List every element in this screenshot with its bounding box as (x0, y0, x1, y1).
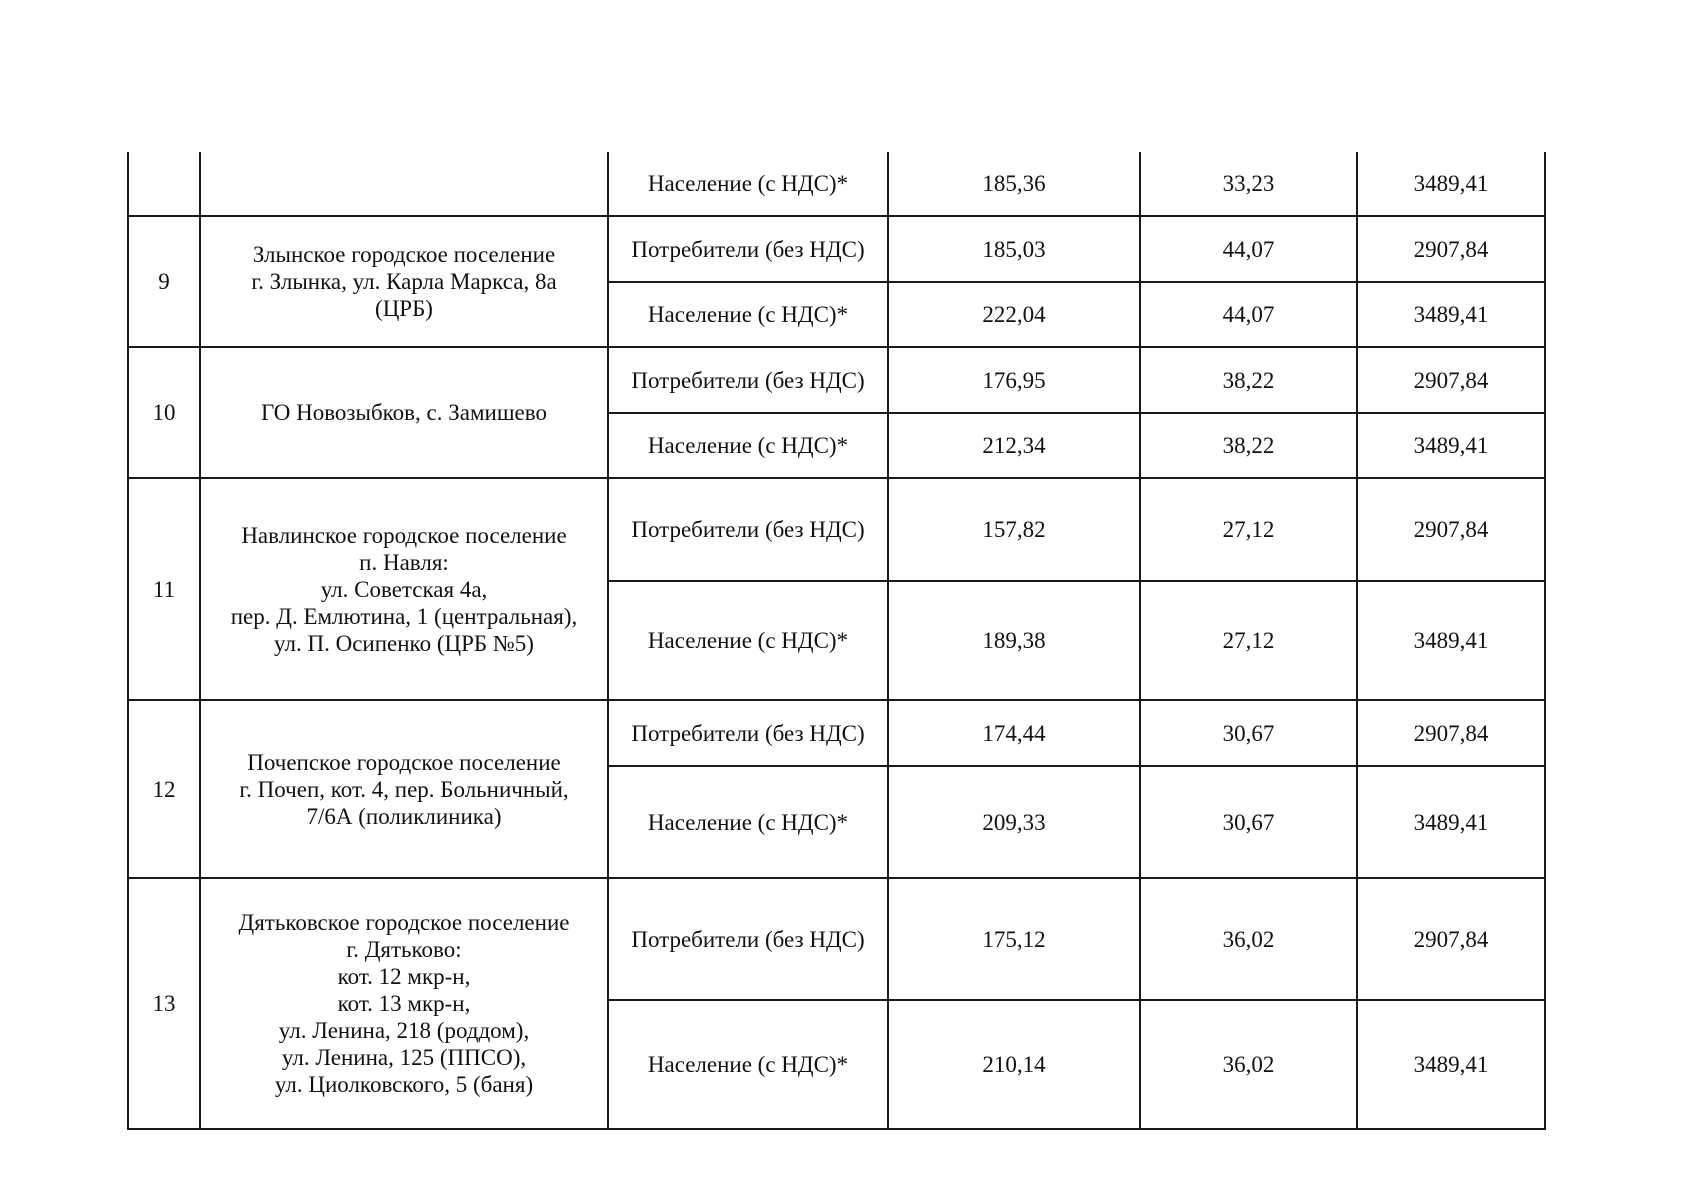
consumer-cell: Население (с НДС)* (608, 766, 888, 878)
value1-cell: 209,33 (888, 766, 1140, 878)
consumer-cell: Потребители (без НДС) (608, 478, 888, 581)
value3-cell: 3489,41 (1357, 152, 1545, 216)
table-row (128, 478, 1545, 581)
consumer-cell: Потребители (без НДС) (608, 878, 888, 1000)
table-row (128, 878, 1545, 1000)
value1-cell: 212,34 (888, 413, 1140, 478)
tariff-table (127, 152, 1546, 1130)
value3-cell: 2907,84 (1357, 878, 1545, 1000)
value1-cell: 157,82 (888, 478, 1140, 581)
value3-cell: 2907,84 (1357, 216, 1545, 282)
consumer-cell: Население (с НДС)* (608, 152, 888, 216)
table-row (128, 347, 1545, 413)
value3-cell: 2907,84 (1357, 478, 1545, 581)
value1-cell: 174,44 (888, 700, 1140, 766)
value1-cell: 175,12 (888, 878, 1140, 1000)
row-number-cell: 10 (128, 347, 200, 478)
consumer-cell: Население (с НДС)* (608, 1000, 888, 1129)
value2-cell: 38,22 (1140, 413, 1357, 478)
value2-cell: 36,02 (1140, 1000, 1357, 1129)
value2-cell: 27,12 (1140, 478, 1357, 581)
value1-cell: 185,36 (888, 152, 1140, 216)
location-cell: Злынское городское поселение г. Злынка, ул. Карла Маркса, 8а (ЦРБ) (200, 216, 608, 347)
value3-cell: 2907,84 (1357, 347, 1545, 413)
consumer-cell: Население (с НДС)* (608, 282, 888, 347)
location-cell: Навлинское городское поселение п. Навля: ул. Советская 4а, пер. Д. Емлютина, 1 (центральная), ул. П. Осипенко (ЦРБ №5) (200, 478, 608, 700)
value3-cell: 2907,84 (1357, 700, 1545, 766)
value2-cell: 27,12 (1140, 581, 1357, 700)
value2-cell: 33,23 (1140, 152, 1357, 216)
value3-cell: 3489,41 (1357, 282, 1545, 347)
value1-cell: 210,14 (888, 1000, 1140, 1129)
value2-cell: 36,02 (1140, 878, 1357, 1000)
consumer-cell: Потребители (без НДС) (608, 700, 888, 766)
value1-cell: 189,38 (888, 581, 1140, 700)
row-number-cell: 13 (128, 878, 200, 1129)
consumer-cell: Потребители (без НДС) (608, 216, 888, 282)
row-number-cell: 11 (128, 478, 200, 700)
location-cell: Почепское городское поселение г. Почеп, кот. 4, пер. Больничный, 7/6А (поликлиника) (200, 700, 608, 878)
consumer-cell: Население (с НДС)* (608, 413, 888, 478)
table-row (128, 216, 1545, 282)
table-row (128, 700, 1545, 766)
value3-cell: 3489,41 (1357, 581, 1545, 700)
table-row (128, 152, 1545, 216)
value1-cell: 185,03 (888, 216, 1140, 282)
row-number-cell (128, 152, 200, 216)
consumer-cell: Потребители (без НДС) (608, 347, 888, 413)
value2-cell: 44,07 (1140, 216, 1357, 282)
location-cell: ГО Новозыбков, с. Замишево (200, 347, 608, 478)
value2-cell: 30,67 (1140, 766, 1357, 878)
consumer-cell: Население (с НДС)* (608, 581, 888, 700)
value2-cell: 30,67 (1140, 700, 1357, 766)
value3-cell: 3489,41 (1357, 766, 1545, 878)
location-cell (200, 152, 608, 216)
location-cell: Дятьковское городское поселение г. Дятьково: кот. 12 мкр-н, кот. 13 мкр-н, ул. Ленина, 218 (роддом), ул. Ленина, 125 (ППСО), ул. Циолковского, 5 (баня) (200, 878, 608, 1129)
value2-cell: 44,07 (1140, 282, 1357, 347)
row-number-cell: 12 (128, 700, 200, 878)
row-number-cell: 9 (128, 216, 200, 347)
value2-cell: 38,22 (1140, 347, 1357, 413)
value3-cell: 3489,41 (1357, 413, 1545, 478)
value1-cell: 222,04 (888, 282, 1140, 347)
value1-cell: 176,95 (888, 347, 1140, 413)
value3-cell: 3489,41 (1357, 1000, 1545, 1129)
